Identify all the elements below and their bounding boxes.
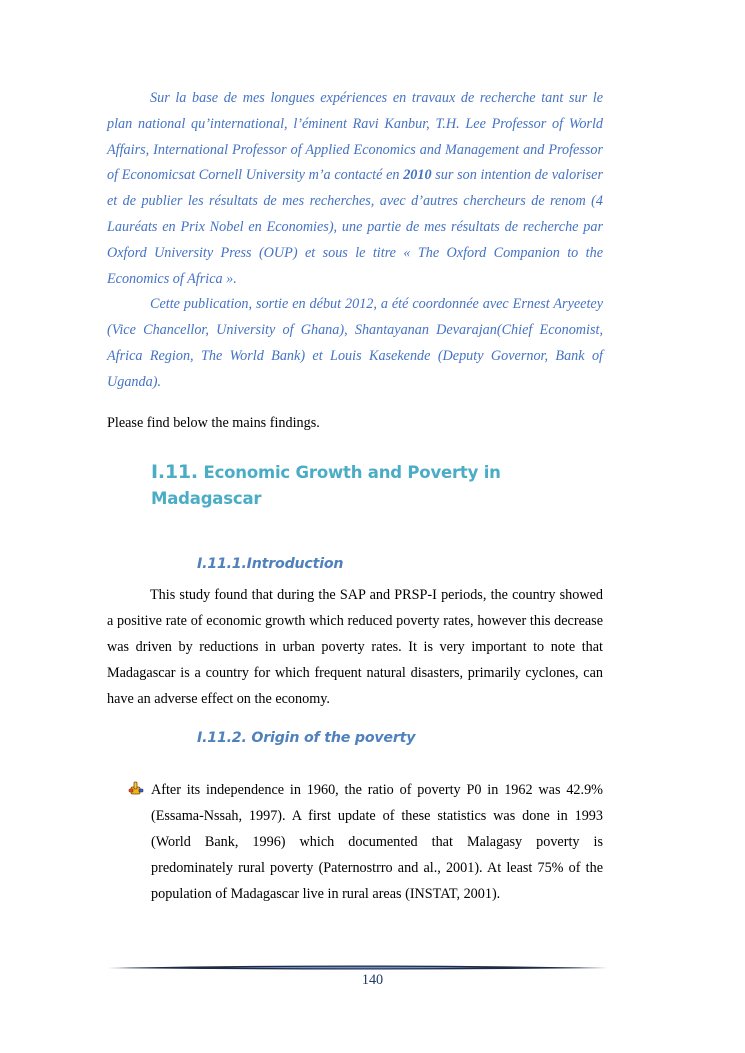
- findings-line: Please find below the mains findings.: [107, 414, 320, 431]
- intro-paragraph-1: [107, 86, 603, 292]
- intro-paragraph-1-text: Sur la base de mes longues expériences en travaux de recherche tant sur le plan national qu’international, l’éminent Ravi Kanbur, T.H. Lee Professor of World Affairs, International Professor of Applied Economics and Management and Professor of Economicsat Cornell University m’a contacté en: [107, 90, 603, 184]
- intro-paragraph-1-text-end: sur son intention de valoriser et de publier les résultats de mes recherches, avec d’autres chercheurs de renom (4 Lauréats en Prix Nobel en Economies), une partie de mes résultats de recherche par Oxford University Press (OUP) et sous le titre « The Oxford Companion to the Economics of Africa ».: [107, 167, 603, 287]
- pointing-hand-bullet-icon: [128, 781, 144, 797]
- introduction-paragraph: This study found that during the SAP and PRSP-I periods, the country showed a positive rate of economic growth which reduced poverty rates, however this decrease was driven by reductions in urban poverty rates. It is very important to note that Madagascar is a country for which frequent natural disasters, primarily cyclones, can have an adverse effect on the economy.: [107, 587, 603, 707]
- intro-paragraph-2: Cette publication, sortie en début 2012, a été coordonnée avec Ernest Aryeetey (Vice Chancellor, University of Ghana), Shantayanan Devarajan(Chief Economist, Africa Region, The World Bank) et Louis Kasekende (Deputy Governor, Bank of Uganda).: [107, 296, 603, 390]
- section-title: Economic Growth and Poverty in Madagascar: [151, 463, 501, 509]
- page-content: [107, 86, 603, 907]
- subsection-heading-origin: I.11.2. Origin of the poverty: [197, 730, 416, 747]
- intro-year: 2010: [403, 167, 432, 184]
- section-number: I.11.: [151, 461, 198, 484]
- bullet-item: [107, 778, 603, 907]
- section-heading: [151, 459, 603, 512]
- subsection-heading-introduction: I.11.1.Introduction: [197, 556, 344, 573]
- page-number: 140: [361, 972, 384, 988]
- bullet-text: After its independence in 1960, the ratio of poverty P0 in 1962 was 42.9% (Essama-Nssah, 1997). A first update of these statistics was done in 1993 (World Bank, 1996) which documented that Malagasy poverty is predominately rural poverty (Paternostrro and al., 2001). At least 75% of the population of Madagascar live in rural areas (INSTAT, 2001).: [151, 782, 603, 902]
